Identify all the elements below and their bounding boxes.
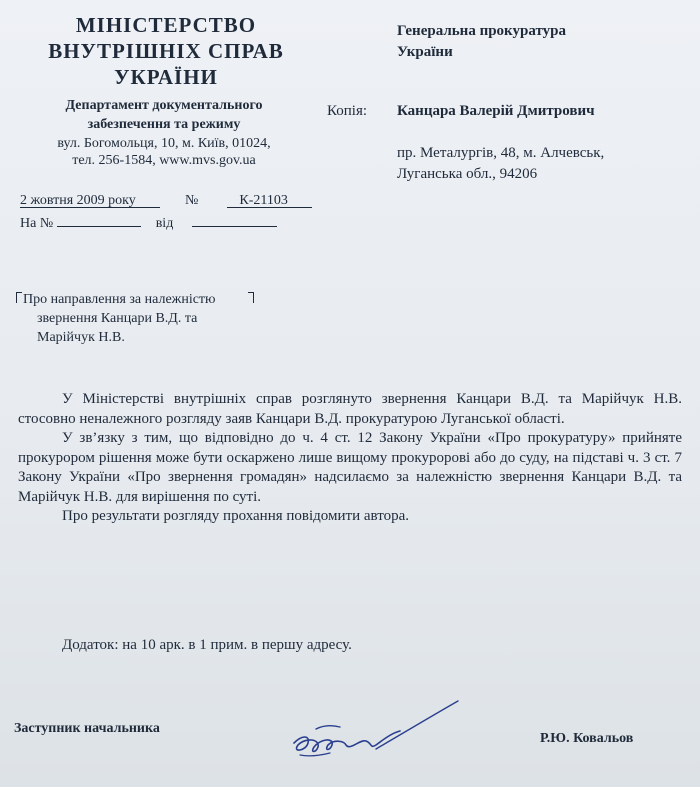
address-line: тел. 256-1584, www.mvs.gov.ua — [72, 153, 256, 168]
body-paragraph: Про результати розгляду прохання повідомити автора. — [62, 508, 409, 524]
subject-line: звернення Канцари В.Д. та — [37, 311, 198, 326]
registration-date: 2 жовтня 2009 року — [20, 193, 136, 208]
reference-prefix: На № — [20, 216, 54, 231]
signatory-title: Заступник начальника — [14, 721, 160, 736]
department-name — [26, 96, 302, 134]
body-paragraph: У Міністерстві внутрішніх справ розглянуто звернення Канцари В.Д. та Марійчук Н.В. стосовно неналежного розгляду заяв Канцари В.Д. прокуратурою Луганської області. — [18, 391, 682, 427]
addressee-line: України — [397, 44, 453, 60]
number-sign: № — [185, 193, 199, 208]
address-line: вул. Богомольця, 10, м. Київ, 01024, — [57, 136, 271, 151]
ministry-line: МІНІСТЕРСТВО — [75, 13, 257, 37]
department-line: забезпечення та режиму — [87, 117, 241, 132]
addressee-line: Генеральна прокуратура — [397, 23, 566, 39]
handwritten-signature — [280, 695, 480, 770]
registration-date-field — [20, 193, 160, 208]
addressee — [397, 21, 566, 63]
registration-date-row — [20, 193, 312, 209]
copy-label: Копія: — [327, 103, 368, 119]
reference-date-field — [192, 212, 277, 227]
reference-row — [20, 212, 277, 232]
copy-recipient-name: Канцара Валерій Дмитрович — [397, 103, 595, 119]
copy-address-line: Луганська обл., 94206 — [397, 166, 538, 182]
body-paragraph: У зв’язку з тим, що відповідно до ч. 4 ст. 12 Закону України «Про прокуратуру» прийняте прокурором рішення може бути оскаржено лише вищому прокуророві або до суду, на підставі ч. 3 ст. 7 Закону України «Про звернення громадян» надсилаємо за належністю звернення Канцари В.Д. та Марійчук Н.В. для вирішення по суті. — [18, 430, 682, 505]
signatory-name: Р.Ю. Ковальов — [540, 731, 634, 746]
subject-bracket-right — [248, 292, 254, 303]
subject — [17, 290, 216, 347]
ministry-line: ВНУТРІШНІХ СПРАВ — [48, 39, 284, 63]
copy-address-line: пр. Металургів, 48, м. Алчевськ, — [397, 145, 605, 161]
attachment-note: Додаток: на 10 арк. в 1 прим. в першу адресу. — [62, 637, 352, 653]
subject-line: Про направлення за належністю — [23, 292, 216, 307]
subject-line: Марійчук Н.В. — [37, 330, 125, 345]
letter-body — [18, 390, 682, 527]
registration-number: К-21103 — [239, 193, 288, 208]
sender-address — [26, 135, 302, 169]
registration-number-field — [227, 193, 312, 208]
department-line: Департамент документального — [65, 98, 263, 113]
ministry-line: УКРАЇНИ — [114, 65, 218, 89]
reference-from-label: від — [155, 216, 174, 231]
ministry-header — [28, 12, 304, 90]
copy-recipient-address — [397, 143, 604, 185]
reference-number-field — [57, 212, 141, 227]
